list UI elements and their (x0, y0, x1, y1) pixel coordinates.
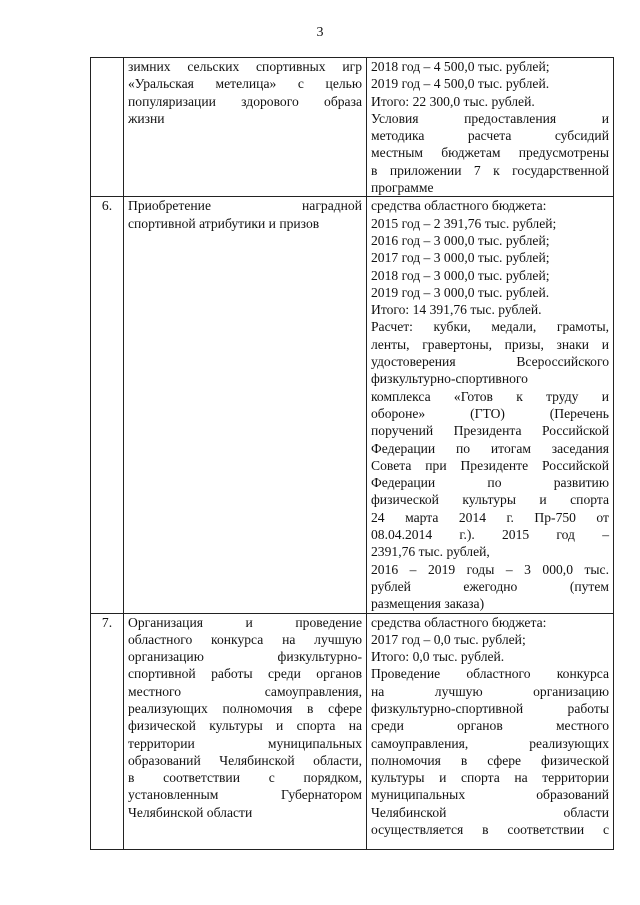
funding-line: Челябинской области (371, 804, 609, 820)
funding-line: физкультурно-спортивного (371, 371, 528, 387)
funding-line: Совета при Президенте Российской (371, 457, 609, 473)
row-number-cell: 7. (91, 613, 124, 849)
funding-line: осуществляется в соответствии с (371, 822, 609, 838)
funding-cell (367, 58, 614, 197)
funding-line: рублей ежегодно (путем (371, 578, 609, 594)
funding-line: размещения заказа) (371, 596, 485, 612)
table-row (91, 58, 614, 197)
measure-name-line: Челябинской области (128, 804, 253, 820)
measure-name-line: жизни (128, 110, 165, 126)
table-row (91, 197, 614, 613)
page-number: 3 (316, 25, 324, 40)
funding-line: Итого: 0,0 тыс. рублей. (371, 649, 505, 665)
measure-name-line: местного самоуправления, (128, 683, 362, 699)
measure-name-line: физической культуры и спорта на (128, 718, 362, 734)
measure-name-line: Приобретение наградной (128, 198, 362, 214)
funding-line: Проведение областного конкурса (371, 666, 609, 682)
funding-line: Итого: 22 300,0 тыс. рублей. (371, 93, 535, 109)
measure-name-line: популяризации здорового образа (128, 93, 362, 109)
measure-name-line: областного конкурса на лучшую (128, 631, 362, 647)
funding-line: физической культуры и спорта (371, 492, 609, 508)
funding-line: самоуправления, реализующих (371, 735, 609, 751)
measure-name-line: спортивной атрибутики и призов (128, 215, 320, 231)
funding-line: методика расчета субсидий (371, 128, 609, 144)
funding-line: 2017 год – 0,0 тыс. рублей; (371, 631, 526, 647)
funding-line: в приложении 7 к государственной (371, 162, 609, 178)
measure-name-line: территории муниципальных (128, 735, 362, 751)
funding-line: среди органов местного (371, 718, 609, 734)
funding-line: физкультурно-спортивной работы (371, 700, 609, 716)
measure-name-line: в соответствии с порядком, (128, 770, 362, 786)
funding-line: Федерации по итогам заседания (371, 440, 609, 456)
funding-line: программе (371, 180, 434, 196)
measure-name-line: организацию физкультурно- (128, 649, 362, 665)
funding-line: 2391,76 тыс. рублей, (371, 544, 490, 560)
measure-name-line: образований Челябинской области, (128, 752, 362, 768)
measure-name-cell (124, 613, 367, 849)
funding-line: ленты, гравертоны, призы, знаки и (371, 336, 609, 352)
funding-line: культуры и спорта на территории (371, 770, 609, 786)
funding-line: комплекса «Готов к труду и (371, 388, 609, 404)
measure-name-line: зимних сельских спортивных игр (128, 59, 362, 74)
measure-name-cell (124, 197, 367, 613)
funding-line: 2019 год – 3 000,0 тыс. рублей. (371, 284, 550, 300)
funding-line: средства областного бюджета: (371, 614, 547, 630)
measure-name-cell (124, 58, 367, 197)
funding-line: 2016 год – 3 000,0 тыс. рублей; (371, 232, 550, 248)
measure-name-line: «Уральская метелица» с целью (128, 76, 362, 92)
funding-line: 2018 год – 4 500,0 тыс. рублей; (371, 59, 550, 74)
row-number-cell (91, 58, 124, 197)
funding-line: обороне» (ГТО) (Перечень (371, 405, 609, 421)
funding-line: полномочия в сфере физической (371, 752, 609, 768)
funding-line: Федерации по развитию (371, 475, 609, 491)
funding-line: 2017 год – 3 000,0 тыс. рублей; (371, 250, 550, 266)
funding-line: 2016 – 2019 годы – 3 000,0 тыс. (371, 561, 609, 577)
funding-cell (367, 197, 614, 613)
measure-name-line: Организация и проведение (128, 614, 362, 630)
funding-line: 2015 год – 2 391,76 тыс. рублей; (371, 215, 557, 231)
measure-name-line: спортивной работы среди органов (128, 666, 362, 682)
funding-line: Расчет: кубки, медали, грамоты, (371, 319, 609, 335)
row-number-cell: 6. (91, 197, 124, 613)
table-row (91, 613, 614, 849)
funding-line: 08.04.2014 г.). 2015 год – (371, 527, 609, 543)
funding-line: поручений Президента Российской (371, 423, 609, 439)
funding-line: местным бюджетам предусмотрены (371, 145, 609, 161)
funding-line: средства областного бюджета: (371, 198, 547, 214)
funding-line: на лучшую организацию (371, 683, 609, 699)
funding-line: 2018 год – 3 000,0 тыс. рублей; (371, 267, 550, 283)
funding-cell (367, 613, 614, 849)
funding-line: Условия предоставления и (371, 110, 609, 126)
measure-name-line: установленным Губернатором (128, 787, 362, 803)
program-measures-table (90, 57, 614, 850)
funding-line: Итого: 14 391,76 тыс. рублей. (371, 302, 542, 318)
funding-line: 24 марта 2014 г. Пр-750 от (371, 509, 609, 525)
funding-line: 2019 год – 4 500,0 тыс. рублей. (371, 76, 550, 92)
measure-name-line: реализующих полномочия в сфере (128, 700, 362, 716)
funding-line: удостоверения Всероссийского (371, 354, 609, 370)
funding-line: муниципальных образований (371, 787, 609, 803)
